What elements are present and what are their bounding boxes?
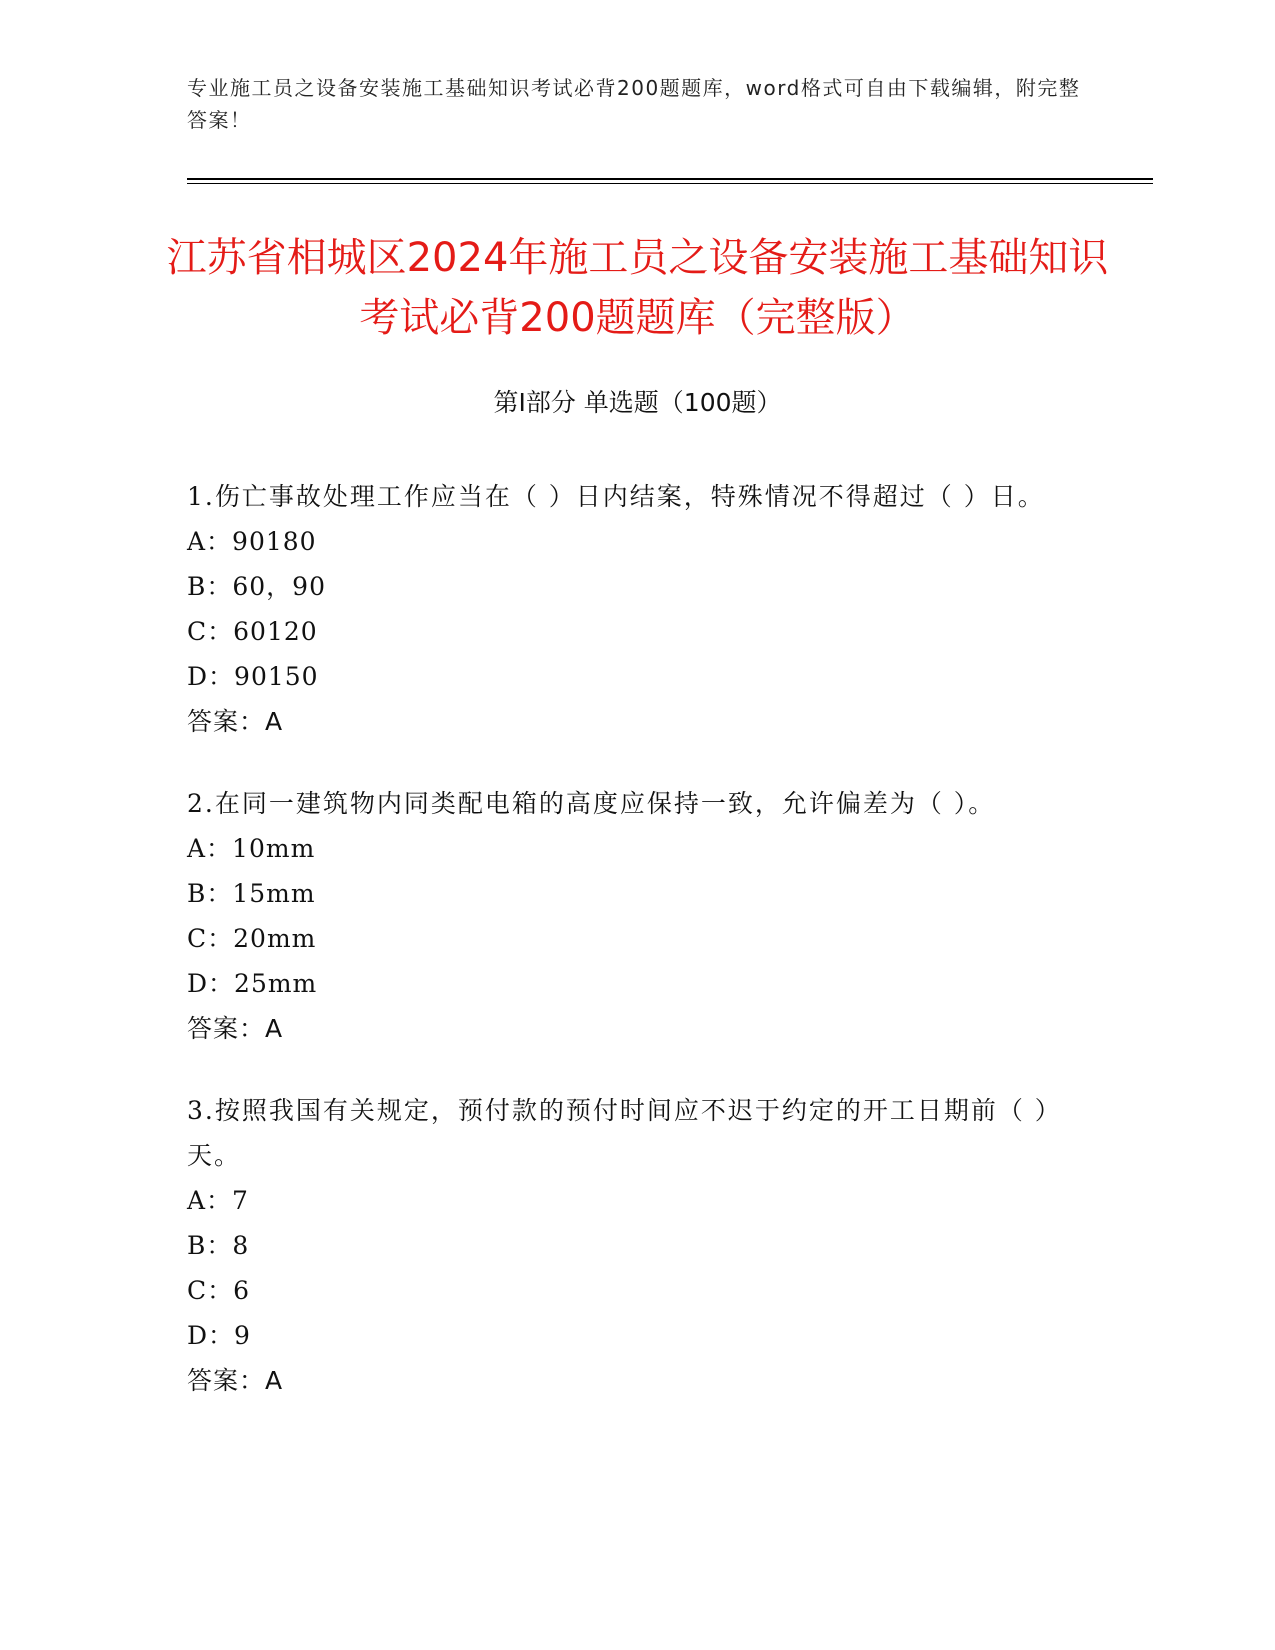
option-c: C：60120 xyxy=(187,617,318,646)
header-divider-thick xyxy=(187,178,1153,180)
question-list xyxy=(187,474,1077,1440)
answer: 答案：A xyxy=(187,707,284,736)
header-divider-thin xyxy=(187,183,1153,184)
option-a: A：7 xyxy=(187,1186,249,1215)
question-1 xyxy=(187,474,1077,744)
option-a: A：10mm xyxy=(187,834,316,863)
answer: 答案：A xyxy=(187,1366,284,1395)
question-3 xyxy=(187,1088,1077,1403)
option-d: D：25mm xyxy=(187,969,318,998)
option-b: B：8 xyxy=(187,1231,250,1260)
option-d: D：9 xyxy=(187,1321,251,1350)
question-stem: 3.按照我国有关规定，预付款的预付时间应不迟于约定的开工日期前（ ）天。 xyxy=(187,1096,1062,1170)
question-stem: 2.在同一建筑物内同类配电箱的高度应保持一致，允许偏差为（ ）。 xyxy=(187,789,996,818)
option-a: A：90180 xyxy=(187,527,317,556)
option-b: B：60，90 xyxy=(187,572,326,601)
section-title: 第Ⅰ部分 单选题（100题） xyxy=(493,388,782,417)
document-title: 江苏省相城区2024年施工员之设备安装施工基础知识考试必背200题题库（完整版） xyxy=(166,235,1109,341)
option-c: C：6 xyxy=(187,1276,251,1305)
option-d: D：90150 xyxy=(187,662,319,691)
question-2 xyxy=(187,781,1077,1051)
answer: 答案：A xyxy=(187,1014,284,1043)
option-c: C：20mm xyxy=(187,924,317,953)
question-stem: 1.伤亡事故处理工作应当在（ ）日内结案，特殊情况不得超过（ ）日。 xyxy=(187,482,1045,511)
header-note: 专业施工员之设备安装施工基础知识考试必背200题题库，word格式可自由下载编辑，附完整答案！ xyxy=(187,76,1081,132)
option-b: B：15mm xyxy=(187,879,316,908)
